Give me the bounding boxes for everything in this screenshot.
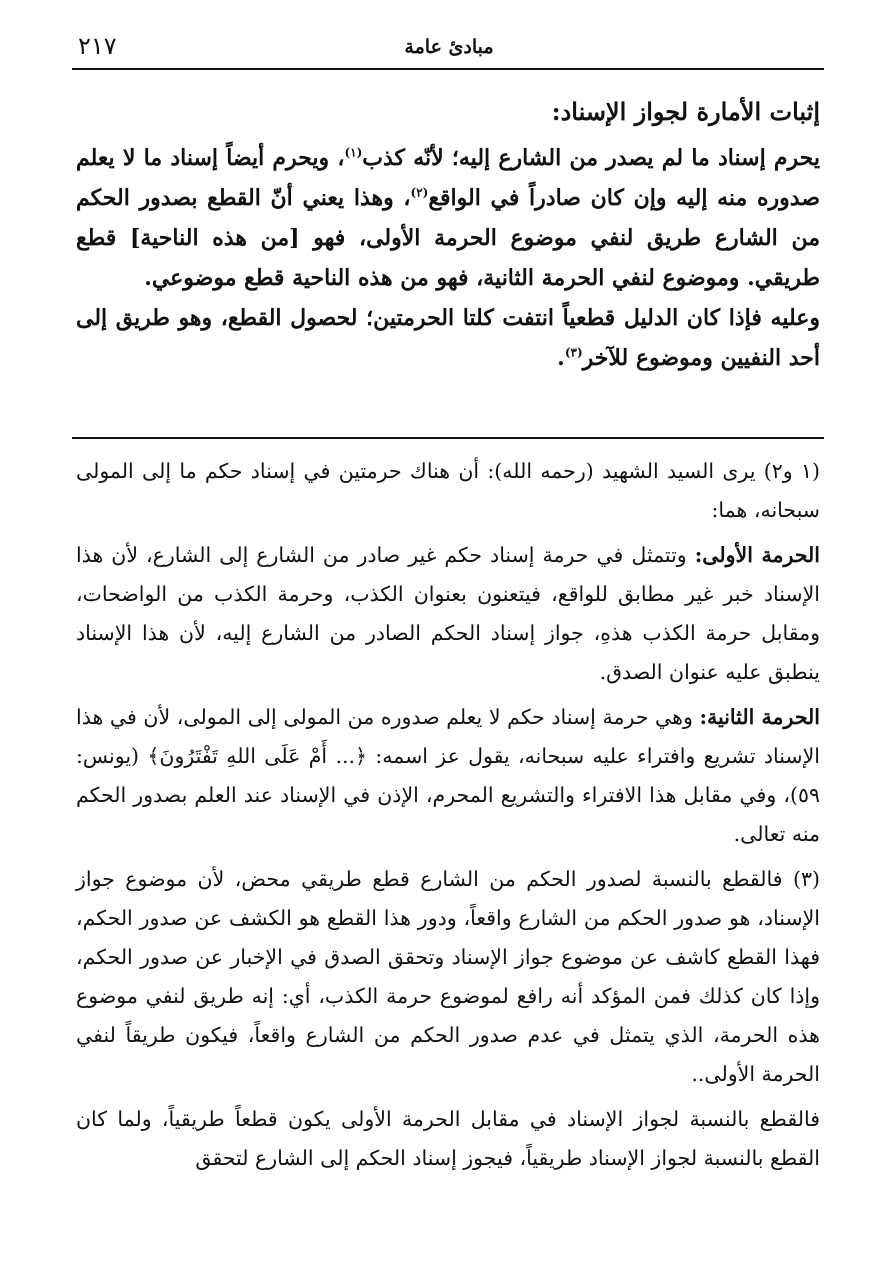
footnote-lead: الحرمة الأولى: bbox=[694, 543, 820, 567]
main-paragraph bbox=[76, 138, 820, 298]
footnote bbox=[76, 698, 820, 854]
footnote-marker: (١) bbox=[344, 145, 363, 160]
footnotes bbox=[76, 452, 820, 1184]
main-paragraph bbox=[76, 298, 820, 378]
page-header bbox=[74, 28, 824, 64]
footnote bbox=[76, 536, 820, 692]
page-number: ٢١٧ bbox=[78, 32, 117, 60]
text-run: يحرم إسناد ما لم يصدر من الشارع إليه؛ لأنّه كذب bbox=[362, 145, 820, 171]
running-title: مبادئ عامة bbox=[404, 36, 494, 58]
text-run: وعليه فإذا كان الدليل قطعياً انتفت كلتا الحرمتين؛ لحصول القطع، وهو طريق إلى أحد النفيين وموضوع للآخر bbox=[76, 305, 820, 371]
footnote-text: وتتمثل في حرمة إسناد حكم غير صادر من الشارع إلى الشارع، لأن هذا الإسناد خبر غير مطابق للواقع، فيتعنون بعنوان الكذب، وحرمة الكذب من الواضحات، ومقابل حرمة الكذب هذهِ، جواز إسناد الحكم الصادر من الشارع إليه، لأن هذا الإسناد ينطبق عليه عنوان الصدق. bbox=[76, 543, 820, 684]
footnote: فالقطع بالنسبة لجواز الإسناد في مقابل الحرمة الأولى يكون قطعاً طريقياً، ولما كان القطع بالنسبة لجواز الإسناد طريقياً، فيجوز إسناد الحكم إلى الشارع لتحقق bbox=[76, 1107, 820, 1170]
footnote: (٣) فالقطع بالنسبة لصدور الحكم من الشارع قطع طريقي محض، لأن موضوع جواز الإسناد، هو صدور الحكم من الشارع واقعاً، ودور هذا القطع هو الكشف عن صدور الحكم، فهذا القطع كاشف عن موضوع جواز الإسناد وتحقق الصدق في الإخبار عن صدور الحكم، وإذا كان كذلك فمن المؤكد أنه رافع لموضوع حرمة الكذب، أي: إنه طريق لنفي موضوع هذه الحرمة، الذي يتمثل في عدم صدور الحكم من الشارع واقعاً، فيكون طريقاً لنفي الحرمة الأولى.. bbox=[76, 867, 820, 1086]
footnote: (١ و٢) يرى السيد الشهيد (رحمه الله): أن هناك حرمتين في إسناد حكم ما إلى المولى سبحانه، هما: bbox=[76, 459, 820, 522]
footnote-marker: (٢) bbox=[410, 185, 429, 200]
footnote-marker: (٣) bbox=[564, 345, 583, 360]
footnote-lead: الحرمة الثانية: bbox=[699, 705, 820, 729]
text-run: ، ويحرم أيضاً إسناد ما لا يعلم صدوره منه إليه وإن كان صادراً في الواقع bbox=[76, 145, 820, 211]
section-heading: إثبات الأمارة لجواز الإسناد: bbox=[551, 97, 820, 126]
footnote-divider bbox=[72, 437, 824, 439]
header-divider bbox=[72, 68, 824, 70]
text-run: ، وهذا يعني أنّ القطع بصدور الحكم من الشارع طريق لنفي موضوع الحرمة الأولى، فهو [من هذه الناحية] قطع طريقي. وموضوع لنفي الحرمة الثانية، فهو من هذه الناحية قطع موضوعي. bbox=[76, 185, 820, 291]
text-run: . bbox=[557, 345, 565, 371]
footnote-text: وهي حرمة إسناد حكم لا يعلم صدوره من المولى إلى المولى، لأن في هذا الإسناد تشريع وافتراء عليه سبحانه، يقول عز اسمه: ﴿... أَمْ عَلَى اللهِ تَفْتَرُونَ﴾ (يونس: ٥٩)، وفي مقابل هذا الافتراء والتشريع المحرم، الإذن في الإسناد عند العلم بصدور الحكم منه تعالى. bbox=[76, 705, 820, 846]
main-text bbox=[76, 90, 820, 378]
